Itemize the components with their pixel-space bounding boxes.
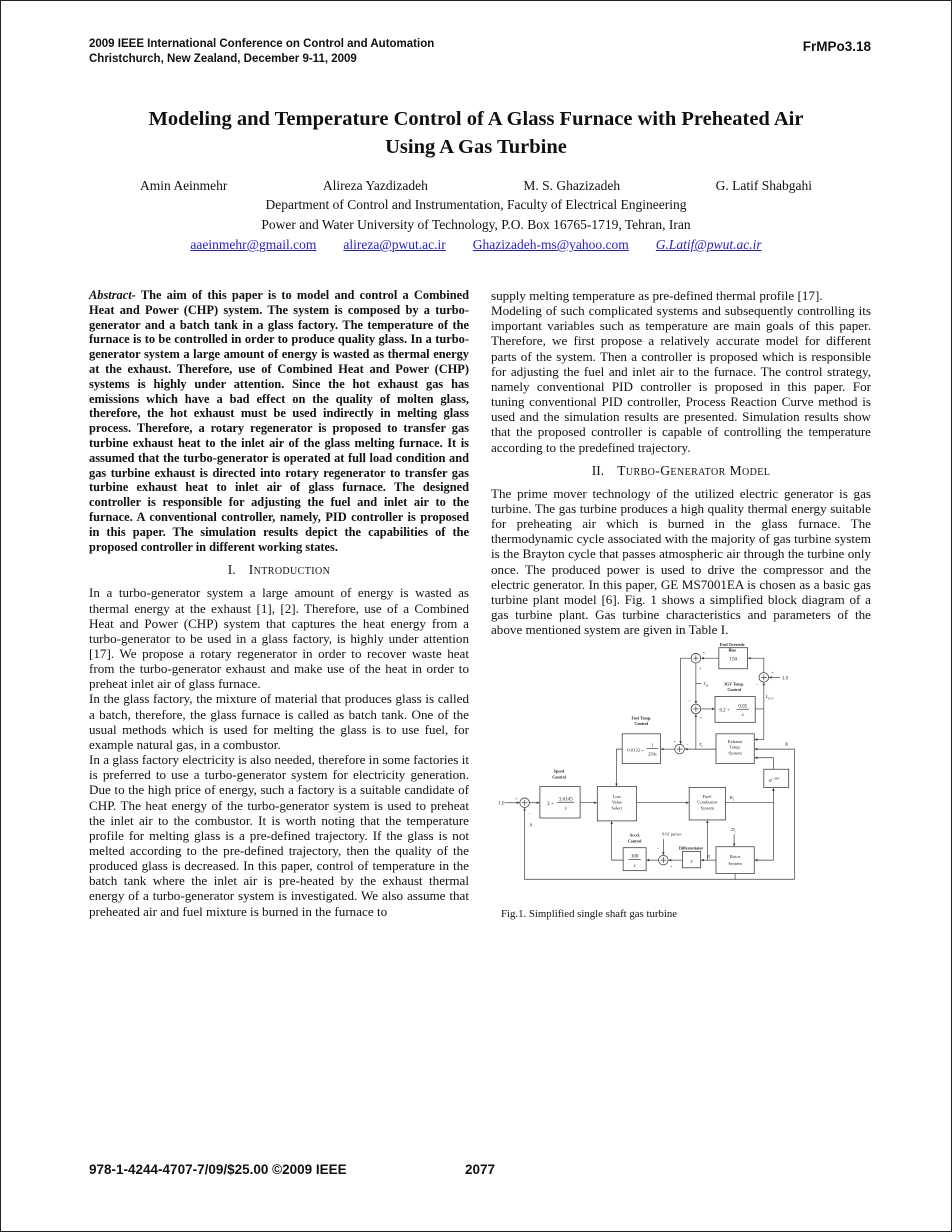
paragraph: supply melting temperature as pre-defined thermal profile [17]. <box>491 288 823 303</box>
block-fuel-temp-control <box>622 734 660 764</box>
svg-text:−: − <box>688 698 691 704</box>
author: G. Latif Shabgahi <box>715 178 812 193</box>
svg-text:3.6145: 3.6145 <box>558 797 573 803</box>
svg-text:−: − <box>755 682 759 688</box>
label-n: N <box>784 743 789 749</box>
label-control: Control <box>634 721 649 727</box>
email-row <box>1 237 951 253</box>
page-number: 2077 <box>464 1162 496 1177</box>
svg-text:+: + <box>771 670 774 676</box>
section-title: Introduction <box>248 562 331 578</box>
svg-text:+: + <box>698 665 702 671</box>
email-link[interactable]: alireza@pwut.ac.ir <box>343 237 446 252</box>
svg-text:System: System <box>728 750 742 756</box>
label-tx: $T_x$ <box>698 742 703 749</box>
section-number: I. <box>227 562 236 578</box>
paper-title: Modeling and Temperature Control of A Glass Furnace with Preheated Air Using A Gas Turbine <box>148 108 804 158</box>
paragraph: The prime mover technology of the utilized electric generator is gas turbine. The gas turbine produces a high quality thermal energy suitable for preheating air which is burned in the glass furnace. The thermodynamic cycle associated with the majority of gas turbine system is the Brayton cycle that passes atmospheric air through the turbine only once. The produced power is used to drive the compressor and the electric generator. In this paper, GE MS7001EA is chosen as a basic gas turbine plant model [6]. Fig. 1 shows a simplified block diagram of a gas turbine plant. Gas turbine characteristics and parameters of the above mentioned system are given in Table I. <box>491 485 871 638</box>
label-control: Control <box>552 774 566 780</box>
svg-text:s: s <box>741 713 744 719</box>
svg-text:Combustor: Combustor <box>697 799 718 805</box>
sum-junction <box>691 654 701 664</box>
label-fuel-temp: Fuel Temp. <box>631 715 652 721</box>
figure-1 <box>491 641 871 919</box>
conference-info <box>89 37 434 67</box>
svg-text:−: − <box>656 845 660 851</box>
svg-text:System: System <box>728 861 742 867</box>
svg-text:0.0132 +: 0.0132 + <box>627 747 644 753</box>
label-control: Control <box>627 838 642 844</box>
author: Alireza Yazdizadeh <box>322 178 428 193</box>
paragraph: Modeling of such complicated systems and subsequently controlling its important variables such as temperature are main goals of this paper. Therefore, we first propose a relatively accurate model for different parts of the system. Then a controller is proposed which is responsible for adjusting the fuel and inlet air to the furnace. The control strategy, namely conventional PID controller is proposed in this paper. For tuning conventional PID controller, Process Reaction Curve method is used and the simulation results are presented. Simulation results show that the proposed controller is capable of controlling the temperature according to the predefined trajectory. <box>491 303 871 455</box>
block-low-value-select <box>597 787 636 821</box>
abstract-paragraph <box>89 288 469 554</box>
svg-text:−: − <box>528 810 532 816</box>
svg-text:e−sτw: $e^{-s\tau w}$ <box>769 776 780 785</box>
abstract-text: The aim of this paper is to model and control a Combined Heat and Power (CHP) system. The system is composed by a turbo-generator and a batch tank in a glass factory. The temperature of the furnace is to be controlled in order to produce quality glass. In a turbo-generator system a large amount of energy is wasted as thermal energy at the exhaust. Therefore, use of Combined Heat and Power (CHP) systems is highly under attention. Since the hot exhaust gas has emissions which have a bad effect on the quality of molten glass, therefore, the hot exhaust must be used indirectly in melting glass process. Therefore, a rotary regenerator is proposed to transfer gas turbine exhaust heat to the inlet air of the glass melting furnace. It is assumed that the turbo-generator is operated at full load condition and gas turbine exhaust is directed into rotary regenerator to transfer gas turbine exhaust heat to inlet air of glass furnace. The designed controller is responsible for adjusting the fuel and inlet air to the furnace. A conventional controller, namely, PID controller is proposed in this paper. The simulation results depict the capabilities of the proposed controller in different working states. <box>89 288 470 554</box>
paper-code: FrMPo3.18 <box>802 39 871 54</box>
block-transport-delay <box>764 770 789 788</box>
block-rotor-system <box>716 847 754 874</box>
block-speed-control <box>540 787 580 819</box>
label-control: Control <box>727 687 741 693</box>
svg-text:Low: Low <box>612 794 622 800</box>
label-bias: Bias <box>728 647 737 653</box>
email-link[interactable]: Ghazizadeh-ms@yahoo.com <box>472 237 629 252</box>
block-fuel-combustor-system <box>689 788 725 821</box>
page-footer <box>89 1162 871 1177</box>
left-column <box>89 288 469 920</box>
block-igv-temp-control <box>715 697 755 723</box>
abstract-label: Abstract- <box>89 288 136 302</box>
page-header <box>89 37 871 67</box>
label-speed: Speed <box>553 768 565 774</box>
svg-text:s: s <box>564 806 567 812</box>
label-dt: $D_t$ <box>731 827 736 834</box>
paragraph: In a turbo-generator system a large amount of energy is wasted as thermal energy at the exhaust [1], [2]. Therefore, use of a Combined Heat and Power (CHP) system that captures the heat energy from a turbo-generator to be used in a glass factory, is highly under attention [17]. We propose a rotary regenerator in order to recover waste heat from the turbo-generator exhaust and make use of the heat in order to preheat inlet air of glass furnace. <box>89 585 469 692</box>
svg-text:3 +: 3 + <box>546 801 554 808</box>
svg-text:+: + <box>702 650 706 656</box>
paragraph: In a glass factory electricity is also needed, therefore in some factories it is preferred to use a turbo-generator system for electricity generation. Due to the high price of energy, such a factory is a suitable candidate of CHP. The heat energy of the turbo-generator system is used to preheat the inlet air to the combustor. It is worth noting that the temperature profile for melting glass is a pre-defined trajectory. If the glass is not melted according to the pre-defined trajectory, then the quality of the produced glass is decreased. In this paper, control of temperature in the batch tank where the inlet air is pre-heated by the exhaust thermal energy of a turbo-generator system is investigated. We also assume that preheated air and fuel mixture is burned in the furnace to <box>89 752 469 919</box>
svg-text:0.2 +: 0.2 + <box>719 708 730 714</box>
label-one: 1.0 <box>498 801 505 807</box>
affiliation-line1: Department of Control and Instrumentation, Faculty of Electrical Engineering <box>265 197 687 212</box>
label-wf: $W_f$ <box>729 795 735 802</box>
affiliation-line2: Power and Water University of Technology, P.O. Box 16765-1719, Tehran, Iran <box>261 217 691 232</box>
block-exhaust-temp-system <box>716 734 754 764</box>
svg-text:Temp.: Temp. <box>729 744 741 750</box>
svg-text:−: − <box>686 742 689 748</box>
svg-text:s: s <box>633 864 636 870</box>
svg-text:s: s <box>690 858 693 865</box>
section-heading-turbo-generator-model <box>491 463 871 479</box>
copyright-notice: 978-1-4244-4707-7/09/$25.00 ©2009 IEEE <box>89 1162 347 1177</box>
signal-lines <box>505 656 794 880</box>
svg-text:100: 100 <box>630 855 639 861</box>
svg-text:250s: 250s <box>648 751 657 757</box>
label-accel: Accel. <box>629 832 640 838</box>
svg-text:+: + <box>673 738 677 744</box>
block-value: 150 <box>729 656 738 663</box>
svg-text:Select: Select <box>611 805 623 811</box>
label-differentiator: Differentiator <box>678 845 704 851</box>
label-one: 1.0 <box>781 676 788 682</box>
sum-junction <box>759 673 769 683</box>
svg-text:Exhaust: Exhaust <box>727 739 743 745</box>
label-n: N <box>707 855 710 860</box>
svg-text:+: + <box>670 863 673 869</box>
label-ligv: $L_{IGV}$ <box>765 694 774 701</box>
diagram-blocks <box>540 648 789 874</box>
figure-caption: Fig.1. Simplified single shaft gas turbine <box>501 907 678 920</box>
svg-text:1: 1 <box>651 743 654 749</box>
email-link[interactable]: aaeinmehr@gmail.com <box>190 237 317 252</box>
sum-junction <box>691 704 701 714</box>
svg-text:0.05: 0.05 <box>738 704 748 710</box>
svg-text:Fuel-: Fuel- <box>702 794 713 800</box>
svg-text:Value: Value <box>611 799 623 805</box>
author-list <box>140 178 812 194</box>
gas-turbine-block-diagram <box>493 641 871 901</box>
conference-line1: 2009 IEEE International Conference on Control and Automation <box>89 38 435 50</box>
title-block <box>1 105 951 253</box>
label-n: N <box>529 822 533 828</box>
two-column-body <box>89 288 871 920</box>
right-column <box>491 288 871 920</box>
label-fuel-override: Fuel Override <box>719 642 745 648</box>
svg-text:+: + <box>515 796 518 802</box>
author: Amin Aeinmehr <box>140 178 228 193</box>
svg-text:+: + <box>699 715 702 721</box>
email-link[interactable]: G.Latif@pwut.ac.ir <box>655 237 762 252</box>
svg-text:Rotor: Rotor <box>729 854 741 860</box>
block-accel-control <box>623 848 646 871</box>
label-igv-temp: IGV Temp. <box>724 681 744 687</box>
label-tr: $T_R$ <box>703 681 708 688</box>
label-rate-limit: 0.01 pu/sec <box>662 832 682 838</box>
svg-text:System: System <box>700 805 715 811</box>
sum-junction <box>675 745 685 755</box>
sum-junction <box>659 856 669 866</box>
section-title: Turbo-Generator Model <box>617 462 771 478</box>
block-differentiator <box>682 852 700 868</box>
section-number: II. <box>591 462 605 478</box>
section-heading-introduction <box>89 562 469 578</box>
conference-line2: Christchurch, New Zealand, December 9-11, 2009 <box>89 53 357 65</box>
sum-junction <box>520 798 530 808</box>
paragraph: In the glass factory, the mixture of material that produces glass is called a batch, therefore, the glass furnace is called as batch tank. One of the usual methods which is used for melting the glass is to use fuel, for example natural gas, in a combustor. <box>89 691 469 752</box>
author: M. S. Ghazizadeh <box>523 178 621 193</box>
